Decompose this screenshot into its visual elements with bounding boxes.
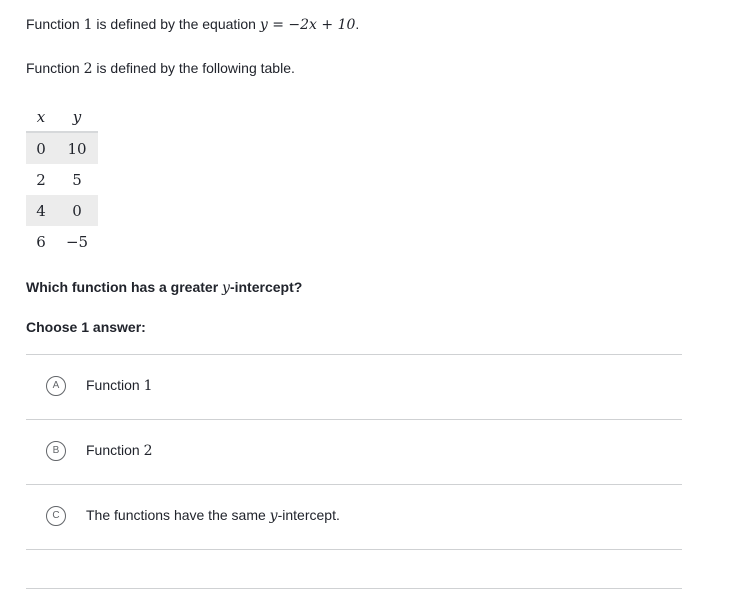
answer-prompt: Choose 1 answer: <box>26 319 146 335</box>
math-number: 1 <box>143 378 153 394</box>
choice-c-radio[interactable]: C <box>46 506 66 526</box>
table-row <box>26 226 98 257</box>
text: The functions have the same <box>86 507 270 523</box>
table-cell-x: 6 <box>36 232 46 251</box>
choice-a[interactable] <box>26 355 682 419</box>
choice-c-label <box>86 507 340 524</box>
choice-a-radio[interactable]: A <box>46 376 66 396</box>
question-text <box>26 279 302 296</box>
function-1-definition <box>26 16 359 33</box>
math-variable: y <box>269 508 278 524</box>
text: -intercept? <box>229 279 303 295</box>
text: Function <box>86 377 144 393</box>
math-number: 1 <box>83 17 93 33</box>
table-cell-y: 10 <box>56 132 98 164</box>
text: Function <box>26 16 84 32</box>
column-header-x: x <box>26 102 56 132</box>
text: is defined by the equation <box>92 16 260 32</box>
text: -intercept. <box>277 507 340 523</box>
divider <box>26 549 682 550</box>
equation: y = −2x + 10 <box>259 17 356 33</box>
divider <box>26 588 682 589</box>
table-row <box>26 195 98 226</box>
math-variable: y <box>222 280 230 296</box>
column-header-y: y <box>56 102 98 132</box>
math-number: 2 <box>143 443 153 459</box>
choice-c[interactable] <box>26 485 682 549</box>
function-2-definition <box>26 60 295 77</box>
text: Function <box>26 60 84 76</box>
table-row <box>26 132 98 164</box>
table-cell-y: −5 <box>65 232 89 251</box>
choice-a-label <box>86 377 153 394</box>
table-cell-y: 5 <box>72 170 82 189</box>
table-cell-x: 4 <box>26 195 56 226</box>
table-cell-y: 0 <box>56 195 98 226</box>
text: Which function has a greater <box>26 279 223 295</box>
text: . <box>355 16 360 32</box>
table-cell-x: 0 <box>26 132 56 164</box>
text: is defined by the following table. <box>92 60 295 76</box>
math-number: 2 <box>83 61 93 77</box>
table-cell-x: 2 <box>36 170 46 189</box>
table-row <box>26 164 98 195</box>
text: Function <box>86 442 144 458</box>
choice-b-radio[interactable]: B <box>46 441 66 461</box>
table-header-row <box>26 102 98 132</box>
choice-b[interactable] <box>26 420 682 484</box>
function-2-table <box>26 102 98 257</box>
choice-b-label <box>86 442 153 459</box>
